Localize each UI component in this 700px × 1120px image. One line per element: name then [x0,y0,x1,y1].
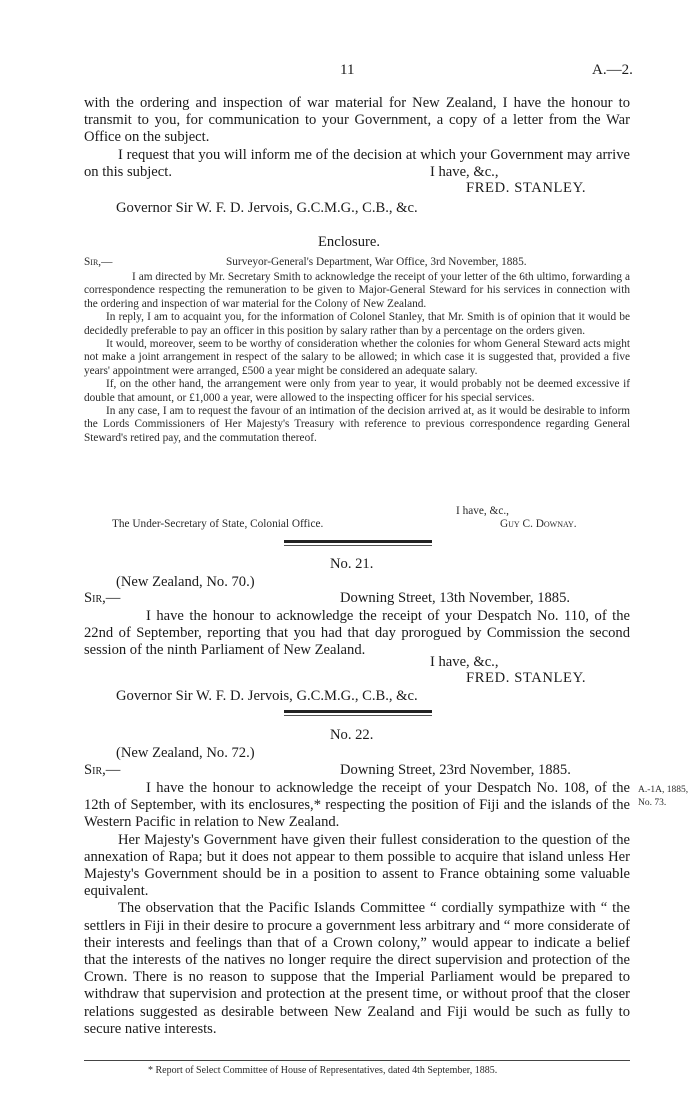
no22-paragraph: Her Majesty's Government have given their fullest consideration to the question of the annexation of Rapa; but it does not appear to them possible to acquire that island unless Her Majesty's Government should be in a position to assent to France obtaining some valuable equivalent. [84,831,630,900]
no21-signature: FRED. STANLEY. [466,670,587,686]
no21-body [84,608,630,660]
section-divider [284,710,432,713]
letter-paragraph-2: I request that you will inform me of the decision at which your Government may arrive on this subject. [84,146,630,180]
page-number: 11 [340,62,355,78]
margin-reference: A.-1A, 1885, [638,785,689,795]
no22-body [84,780,630,1038]
letter-signature: FRED. STANLEY. [466,180,587,196]
letter-paragraph-1: with the ordering and inspection of war material for New Zealand, I have the honour to transmit to you, for communication to your Government, a copy of a letter from the War Office on the subject. [84,95,630,146]
no21-addressee: Governor Sir W. F. D. Jervois, G.C.M.G., C.B., &c. [116,688,418,704]
enclosure-salutation: Sir,— [84,256,113,268]
no21-salutation: Sir,— [84,590,121,606]
footnote-rule [84,1060,630,1061]
no21-dateline: Downing Street, 13th November, 1885. [340,590,571,606]
no21-closing: I have, &c., [430,654,499,670]
no22-reference: (New Zealand, No. 72.) [116,745,255,761]
enclosure-paragraph: In any case, I am to request the favour of an intimation of the decision arrived at, as it would be desirable to inform the Lords Commissioners of Her Majesty's Treasury with reference to previous correspondence regarding General Steward's retired pay, and the commutation thereof. [84,405,630,444]
footnote: * Report of Select Committee of House of Representatives, dated 4th September, 1885. [148,1065,498,1076]
enclosure-paragraph: I am directed by Mr. Secretary Smith to acknowledge the receipt of your letter of the 6th ultimo, forwarding a correspondence respecting the remuneration to be given to Major-General Steward for his services in connection with the ordering and inspection of war material for the Colony of New Zealand. [84,271,630,310]
enclosure-closing: I have, &c., [456,505,510,517]
letter-closing: I have, &c., [430,164,499,180]
enclosure-addressee: The Under-Secretary of State, Colonial Office. [112,518,324,530]
enclosure-paragraph: If, on the other hand, the arrangement were only from year to year, it would probably not be deemed excessive if double that amount, or £1,000 a year, were allowed to the inspecting officer for his special services. [84,378,630,404]
no22-paragraph: I have the honour to acknowledge the receipt of your Despatch No. 108, of the 12th of September, with its enclosures,* respecting the position of Fiji and the islands of the Western Pacific in relation to New Zealand. [84,780,630,831]
no22-heading: No. 22. [330,727,374,743]
document-reference: A.—2. [592,62,633,78]
no22-dateline: Downing Street, 23rd November, 1885. [340,762,571,778]
no21-reference: (New Zealand, No. 70.) [116,574,255,590]
enclosure-paragraph: It would, moreover, seem to be worthy of consideration whether the colonies for whom General Steward acts might not make a joint arrangement in respect of the salary to be allowed; in which case it is suggested that, provided a five years' appointment were arranged, £500 a year might be considered an adequate salary. [84,338,630,377]
margin-reference: No. 73. [638,798,667,808]
enclosure-heading: Enclosure. [318,234,381,250]
no22-paragraph: The observation that the Pacific Islands Committee “ cordially sympathize with “ the settlers in Fiji in their desire to procure a government less arbitrary and “ more considerate of their interests and feelings than that of a Crown colony,” would appear to indicate a belief that the interests of the natives no longer require the direct supervision and protection of the Crown. There is no reason to suppose that the Imperial Parliament would be prepared to withdraw that supervision and protection at the present time, or without proof that the closer relations suggested as desirable between New Zealand and Fiji would be such as fully to secure native interests. [84,900,630,1037]
enclosure-body [84,271,630,445]
letter-continuation [84,95,630,181]
letter-addressee: Governor Sir W. F. D. Jervois, G.C.M.G., C.B., &c. [116,200,418,216]
no22-salutation: Sir,— [84,762,121,778]
no21-paragraph: I have the honour to acknowledge the receipt of your Despatch No. 110, of the 22nd of September, reporting that you had that day prorogued by Commission the second session of the ninth Parliament of New Zealand. [84,608,630,659]
section-divider [284,540,432,543]
enclosure-signature: Guy C. Downay. [500,518,577,530]
enclosure-dateline: Surveyor-General's Department, War Office, 3rd November, 1885. [226,256,527,268]
enclosure-paragraph: In reply, I am to acquaint you, for the information of Colonel Stanley, that Mr. Smith is of opinion that it would be decidedly preferable to pay an officer in this position by salary rather than by a percentage on the orders given. [84,311,630,337]
no21-heading: No. 21. [330,556,374,572]
